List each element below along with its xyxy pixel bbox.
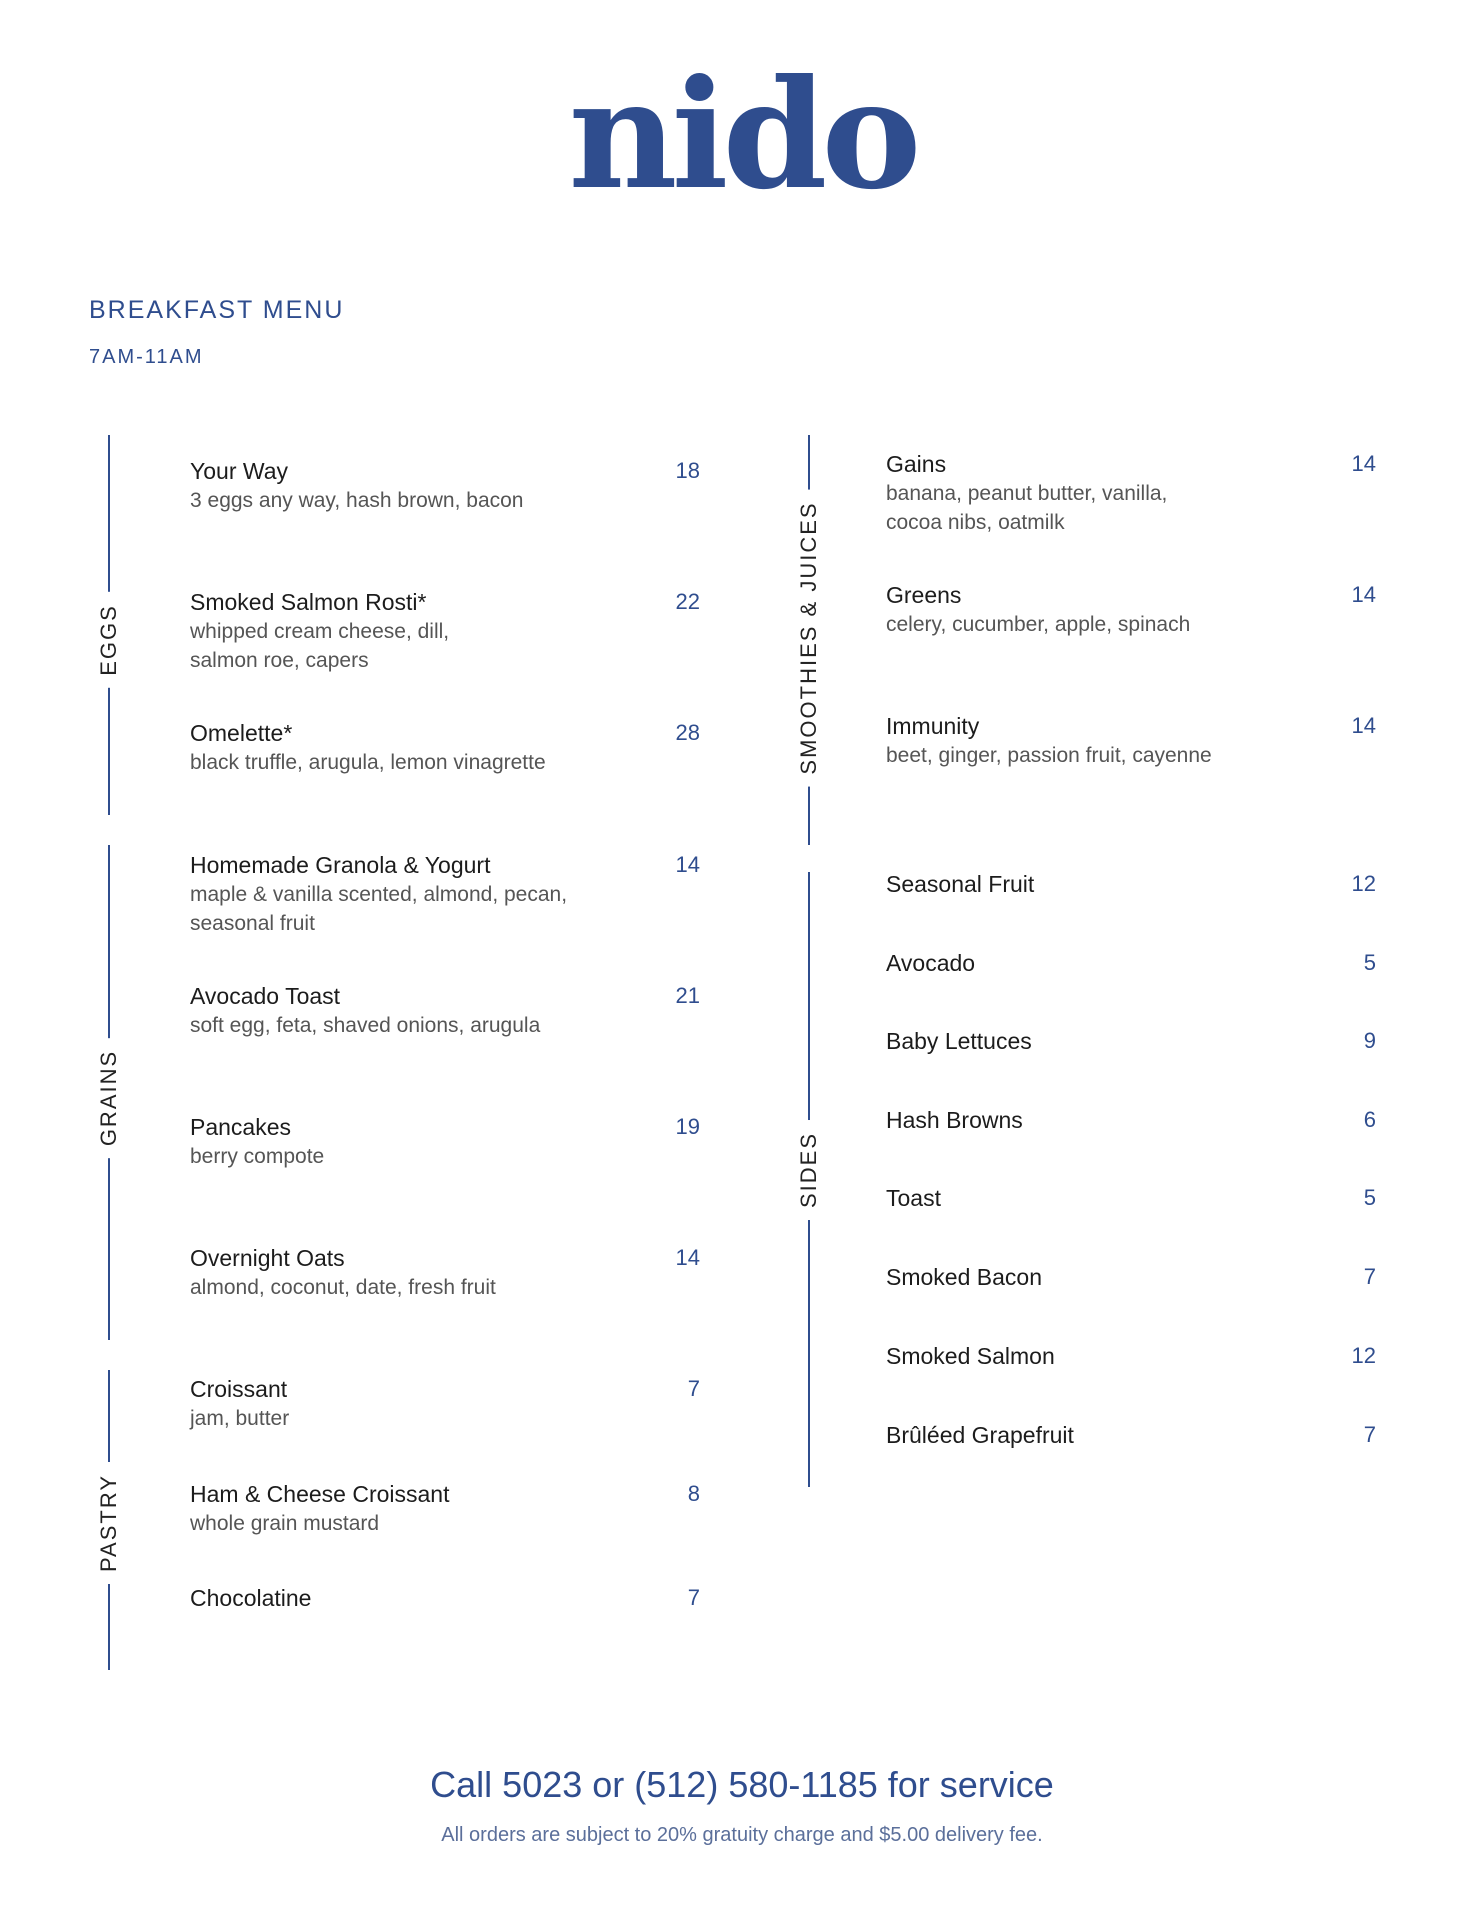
menu-item [190,850,700,938]
item-description: banana, peanut butter, vanilla, cocoa nibs, oatmilk [886,482,1168,534]
item-price: 22 [675,589,700,614]
item-price: 7 [687,1376,700,1401]
item-name: Omelette* [190,720,293,746]
item-price: 8 [687,1481,700,1506]
item-price: 7 [687,1585,700,1610]
item-name: Ham & Cheese Croissant [190,1481,450,1507]
item-name: Immunity [886,713,980,739]
menu-item [886,1026,1376,1056]
item-name: Avocado [886,950,976,976]
item-price: 28 [675,720,700,745]
item-price: 12 [1351,871,1376,896]
menu-item [886,711,1376,770]
section-label-grains: GRAINS [96,1038,122,1158]
item-name: Avocado Toast [190,983,341,1009]
item-description: 3 eggs any way, hash brown, bacon [190,489,524,512]
menu-item [886,1420,1376,1450]
menu-item [886,869,1376,899]
menu-item [190,1243,700,1302]
menu-item [190,1112,700,1171]
menu-item [886,948,1376,978]
item-price: 7 [1363,1264,1376,1289]
item-name: Seasonal Fruit [886,871,1035,897]
logo: nido [568,47,916,223]
item-name: Smoked Bacon [886,1264,1042,1290]
item-name: Baby Lettuces [886,1028,1032,1054]
menu-item [190,456,700,515]
footer-note: All orders are subject to 20% gratuity charge and $5.00 delivery fee. [441,1824,1043,1846]
item-name: Greens [886,582,962,608]
item-price: 14 [1351,451,1376,476]
item-name: Overnight Oats [190,1245,345,1271]
item-name: Smoked Salmon [886,1343,1055,1369]
item-description: almond, coconut, date, fresh fruit [190,1276,496,1299]
menu-item [190,718,700,777]
menu-title: BREAKFAST MENU [89,296,345,324]
item-description: whipped cream cheese, dill, salmon roe, capers [190,620,450,672]
item-price: 21 [675,983,700,1008]
section-label-pastry: PASTRY [96,1462,122,1584]
item-price: 19 [675,1114,700,1139]
item-price: 5 [1363,1185,1376,1210]
item-name: Your Way [190,458,289,484]
section-label-smoothies-juices: SMOOTHIES & JUICES [796,489,822,786]
item-name: Smoked Salmon Rosti* [190,589,427,615]
item-description: black truffle, arugula, lemon vinagrette [190,751,546,774]
item-price: 14 [675,1245,700,1270]
item-description: whole grain mustard [190,1512,380,1535]
item-price: 14 [1351,582,1376,607]
item-price: 6 [1363,1107,1376,1132]
menu-item [886,580,1376,639]
item-price: 14 [1351,713,1376,738]
item-name: Hash Browns [886,1107,1023,1133]
item-name: Brûléed Grapefruit [886,1422,1074,1448]
footer-call-text: Call 5023 or (512) 580-1185 for service [430,1764,1054,1805]
menu-item [886,1262,1376,1292]
item-price: 12 [1351,1343,1376,1368]
menu-item [190,981,700,1040]
menu-hours: 7AM-11AM [89,346,204,368]
item-name: Toast [886,1185,941,1211]
menu-item [886,1105,1376,1135]
item-name: Gains [886,451,947,477]
item-description: beet, ginger, passion fruit, cayenne [886,744,1212,767]
item-description: soft egg, feta, shaved onions, arugula [190,1014,541,1037]
menu-item [886,1183,1376,1213]
section-label-eggs: EGGS [96,592,122,688]
menu-item [886,1341,1376,1371]
menu-item [190,1479,700,1538]
item-price: 9 [1363,1028,1376,1053]
section-label-sides: SIDES [796,1120,822,1220]
item-description: maple & vanilla scented, almond, pecan, seasonal fruit [190,883,568,935]
item-price: 18 [675,458,700,483]
item-price: 5 [1363,950,1376,975]
item-description: jam, butter [190,1407,290,1430]
item-description: berry compote [190,1145,325,1168]
item-price: 7 [1363,1422,1376,1447]
item-name: Pancakes [190,1114,292,1140]
menu-item [190,1583,700,1613]
item-name: Chocolatine [190,1585,312,1611]
item-description: celery, cucumber, apple, spinach [886,613,1191,636]
item-name: Homemade Granola & Yogurt [190,852,491,878]
menu-item [190,1374,700,1433]
item-name: Croissant [190,1376,288,1402]
item-price: 14 [675,852,700,877]
menu-item [886,449,1376,537]
menu-item [190,587,700,675]
